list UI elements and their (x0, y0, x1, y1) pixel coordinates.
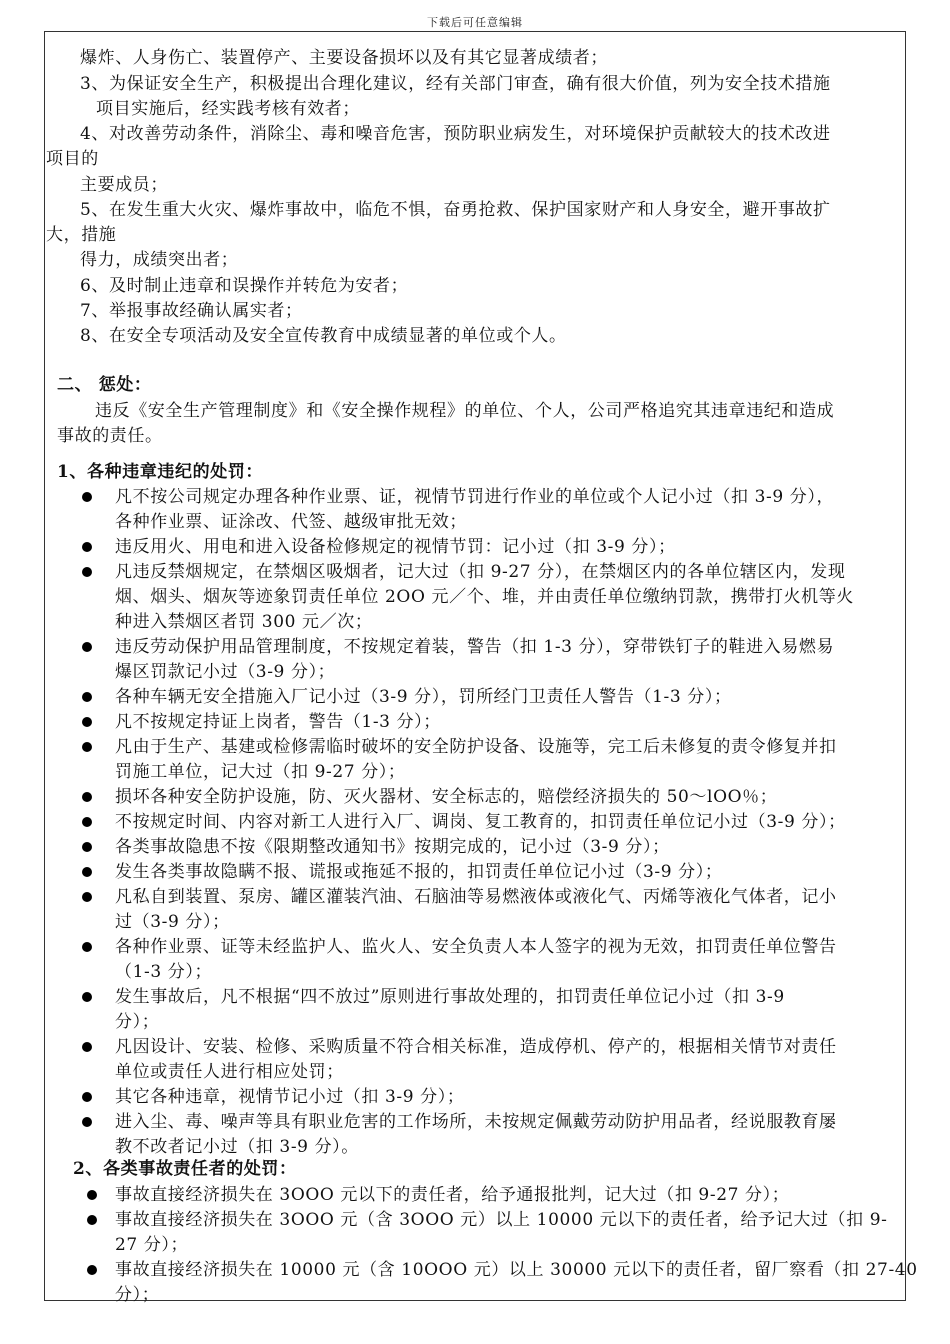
bullet-icon (82, 1092, 92, 1102)
bullet-icon (82, 867, 92, 877)
list-item-text: 凡违反禁烟规定，在禁烟区吸烟者，记大过（扣 9-27 分），在禁烟区内的各单位辖区内，发现 (115, 562, 846, 582)
reward-line: 项目实施后，经实践考核有效者； (96, 99, 360, 119)
reward-item-6: 6、及时制止违章和误操作并转危为安者； (80, 276, 409, 296)
list-item-text: 凡因设计、安装、检修、采购质量不符合相关标准，造成停机、停产的，根据相关情节对责任 (115, 1037, 837, 1057)
reward-line: 得力，成绩突出者； (80, 250, 239, 270)
reward-item-4: 4、对改善劳动条件，消除尘、毒和噪音危害，预防职业病发生，对环境保护贡献较大的技术改进 (80, 124, 831, 144)
list-item-text: 凡由于生产、基建或检修需临时破坏的安全防护设备、设施等，完工后未修复的责令修复并扣 (115, 737, 837, 757)
list-item-text: 过（3-9 分）； (115, 912, 230, 932)
bullet-icon (82, 817, 92, 827)
list-item-text: 各种作业票、证等未经监护人、监火人、安全负责人本人签字的视为无效，扣罚责任单位警告 (115, 937, 837, 957)
bullet-icon (82, 692, 92, 702)
reward-line: 爆炸、人身伤亡、装置停产、主要设备损坏以及有其它显著成绩者； (80, 48, 608, 68)
reward-item-5: 5、在发生重大火灾、爆炸事故中，临危不惧，奋勇抢救、保护国家财产和人身安全，避开事故扩 (80, 200, 831, 220)
bullet-icon (82, 742, 92, 752)
list-item-text: 烟、烟头、烟灰等迹象罚责任单位 2OO 元／个、堆，并由责任单位缴纳罚款，携带打火机等火 (115, 587, 854, 607)
list-item-text: 各类事故隐患不按《限期整改通知书》按期完成的，记小过（3-9 分）； (115, 837, 670, 857)
reward-item-7: 7、举报事故经确认属实者； (80, 301, 303, 321)
bullet-icon (82, 992, 92, 1002)
list-item-text: 发生各类事故隐瞒不报、谎报或拖延不报的，扣罚责任单位记小过（3-9 分）； (115, 862, 723, 882)
reward-line: 项目的 (46, 149, 99, 169)
section-heading-punishment: 二、 惩处： (57, 375, 152, 395)
bullet-icon (82, 942, 92, 952)
list-item-text: 爆区罚款记小过（3-9 分）； (115, 662, 336, 682)
subsection-heading-violations: 1、各种违章违纪的处罚： (57, 462, 264, 482)
subsection-heading-accidents: 2、各类事故责任者的处罚： (73, 1159, 297, 1179)
bullet-icon (82, 542, 92, 552)
punishment-intro: 事故的责任。 (57, 426, 163, 446)
list-item-text: 分）； (115, 1285, 160, 1305)
list-item-text: 教不改者记小过（扣 3-9 分）。 (115, 1137, 359, 1157)
list-item-text: 各种车辆无安全措施入厂记小过（3-9 分），罚所经门卫责任人警告（1-3 分）； (115, 687, 732, 707)
bullet-icon (87, 1190, 97, 1200)
bullet-icon (82, 842, 92, 852)
bullet-icon (82, 567, 92, 577)
list-item-text: 事故直接经济损失在 10000 元（含 10OOO 元）以上 30000 元以下的责任者，留厂察看（扣 27-40 (115, 1260, 918, 1280)
list-item-text: 各种作业票、证涂改、代签、越级审批无效； (115, 512, 467, 532)
bullet-icon (82, 642, 92, 652)
list-item-text: 种进入禁烟区者罚 300 元／次； (115, 612, 373, 632)
list-item-text: 凡不按公司规定办理各种作业票、证，视情节罚进行作业的单位或个人记小过（扣 3-9 分）， (115, 487, 835, 507)
list-item-text: 不按规定时间、内容对新工人进行入厂、调岗、复工教育的，扣罚责任单位记小过（3-9 分）； (115, 812, 846, 832)
list-item-text: 发生事故后，凡不根据“四不放过”原则进行事故处理的，扣罚责任单位记小过（扣 3-9 (115, 987, 785, 1007)
list-item-text: 其它各种违章，视情节记小过（扣 3-9 分）； (115, 1087, 465, 1107)
list-item-text: 违反用火、用电和进入设备检修规定的视情节罚：记小过（扣 3-9 分）； (115, 537, 676, 557)
reward-line: 大，措施 (46, 225, 117, 245)
reward-line: 主要成员； (80, 175, 168, 195)
list-item-text: 27 分）； (115, 1235, 189, 1255)
list-item-text: 违反劳动保护用品管理制度，不按规定着装，警告（扣 1-3 分），穿带铁钉子的鞋进入易燃易 (115, 637, 835, 657)
bullet-icon (82, 792, 92, 802)
bullet-icon (82, 892, 92, 902)
page-header-note: 下载后可任意编辑 (427, 16, 523, 29)
reward-item-8: 8、在安全专项活动及安全宣传教育中成绩显著的单位或个人。 (80, 326, 567, 346)
list-item-text: 罚施工单位，记大过（扣 9-27 分）； (115, 762, 406, 782)
bullet-icon (87, 1215, 97, 1225)
list-item-text: 凡不按规定持证上岗者，警告（1-3 分）； (115, 712, 441, 732)
punishment-intro: 违反《安全生产管理制度》和《安全操作规程》的单位、个人，公司严格追究其违章违纪和造成 (95, 401, 835, 421)
list-item-text: 事故直接经济损失在 3OOO 元（含 3OOO 元）以上 10000 元以下的责任者，给予记大过（扣 9- (115, 1210, 888, 1230)
list-item-text: （1-3 分）； (115, 962, 213, 982)
list-item-text: 分）； (115, 1012, 160, 1032)
list-item-text: 单位或责任人进行相应处罚； (115, 1062, 344, 1082)
bullet-icon (82, 717, 92, 727)
bullet-icon (87, 1265, 97, 1275)
list-item-text: 损坏各种安全防护设施，防、灭火器材、安全标志的，赔偿经济损失的 50～lOO％； (115, 787, 778, 807)
list-item-text: 进入尘、毒、噪声等具有职业危害的工作场所，未按规定佩戴劳动防护用品者，经说服教育屡 (115, 1112, 837, 1132)
bullet-icon (82, 492, 92, 502)
list-item-text: 事故直接经济损失在 3OOO 元以下的责任者，给予通报批判，记大过（扣 9-27 分）； (115, 1185, 790, 1205)
bullet-icon (82, 1117, 92, 1127)
list-item-text: 凡私自到装置、泵房、罐区灌装汽油、石脑油等易燃液体或液化气、丙烯等液化气体者，记小 (115, 887, 837, 907)
reward-item-3: 3、为保证安全生产，积极提出合理化建议，经有关部门审查，确有很大价值，列为安全技术措施 (80, 74, 831, 94)
bullet-icon (82, 1042, 92, 1052)
